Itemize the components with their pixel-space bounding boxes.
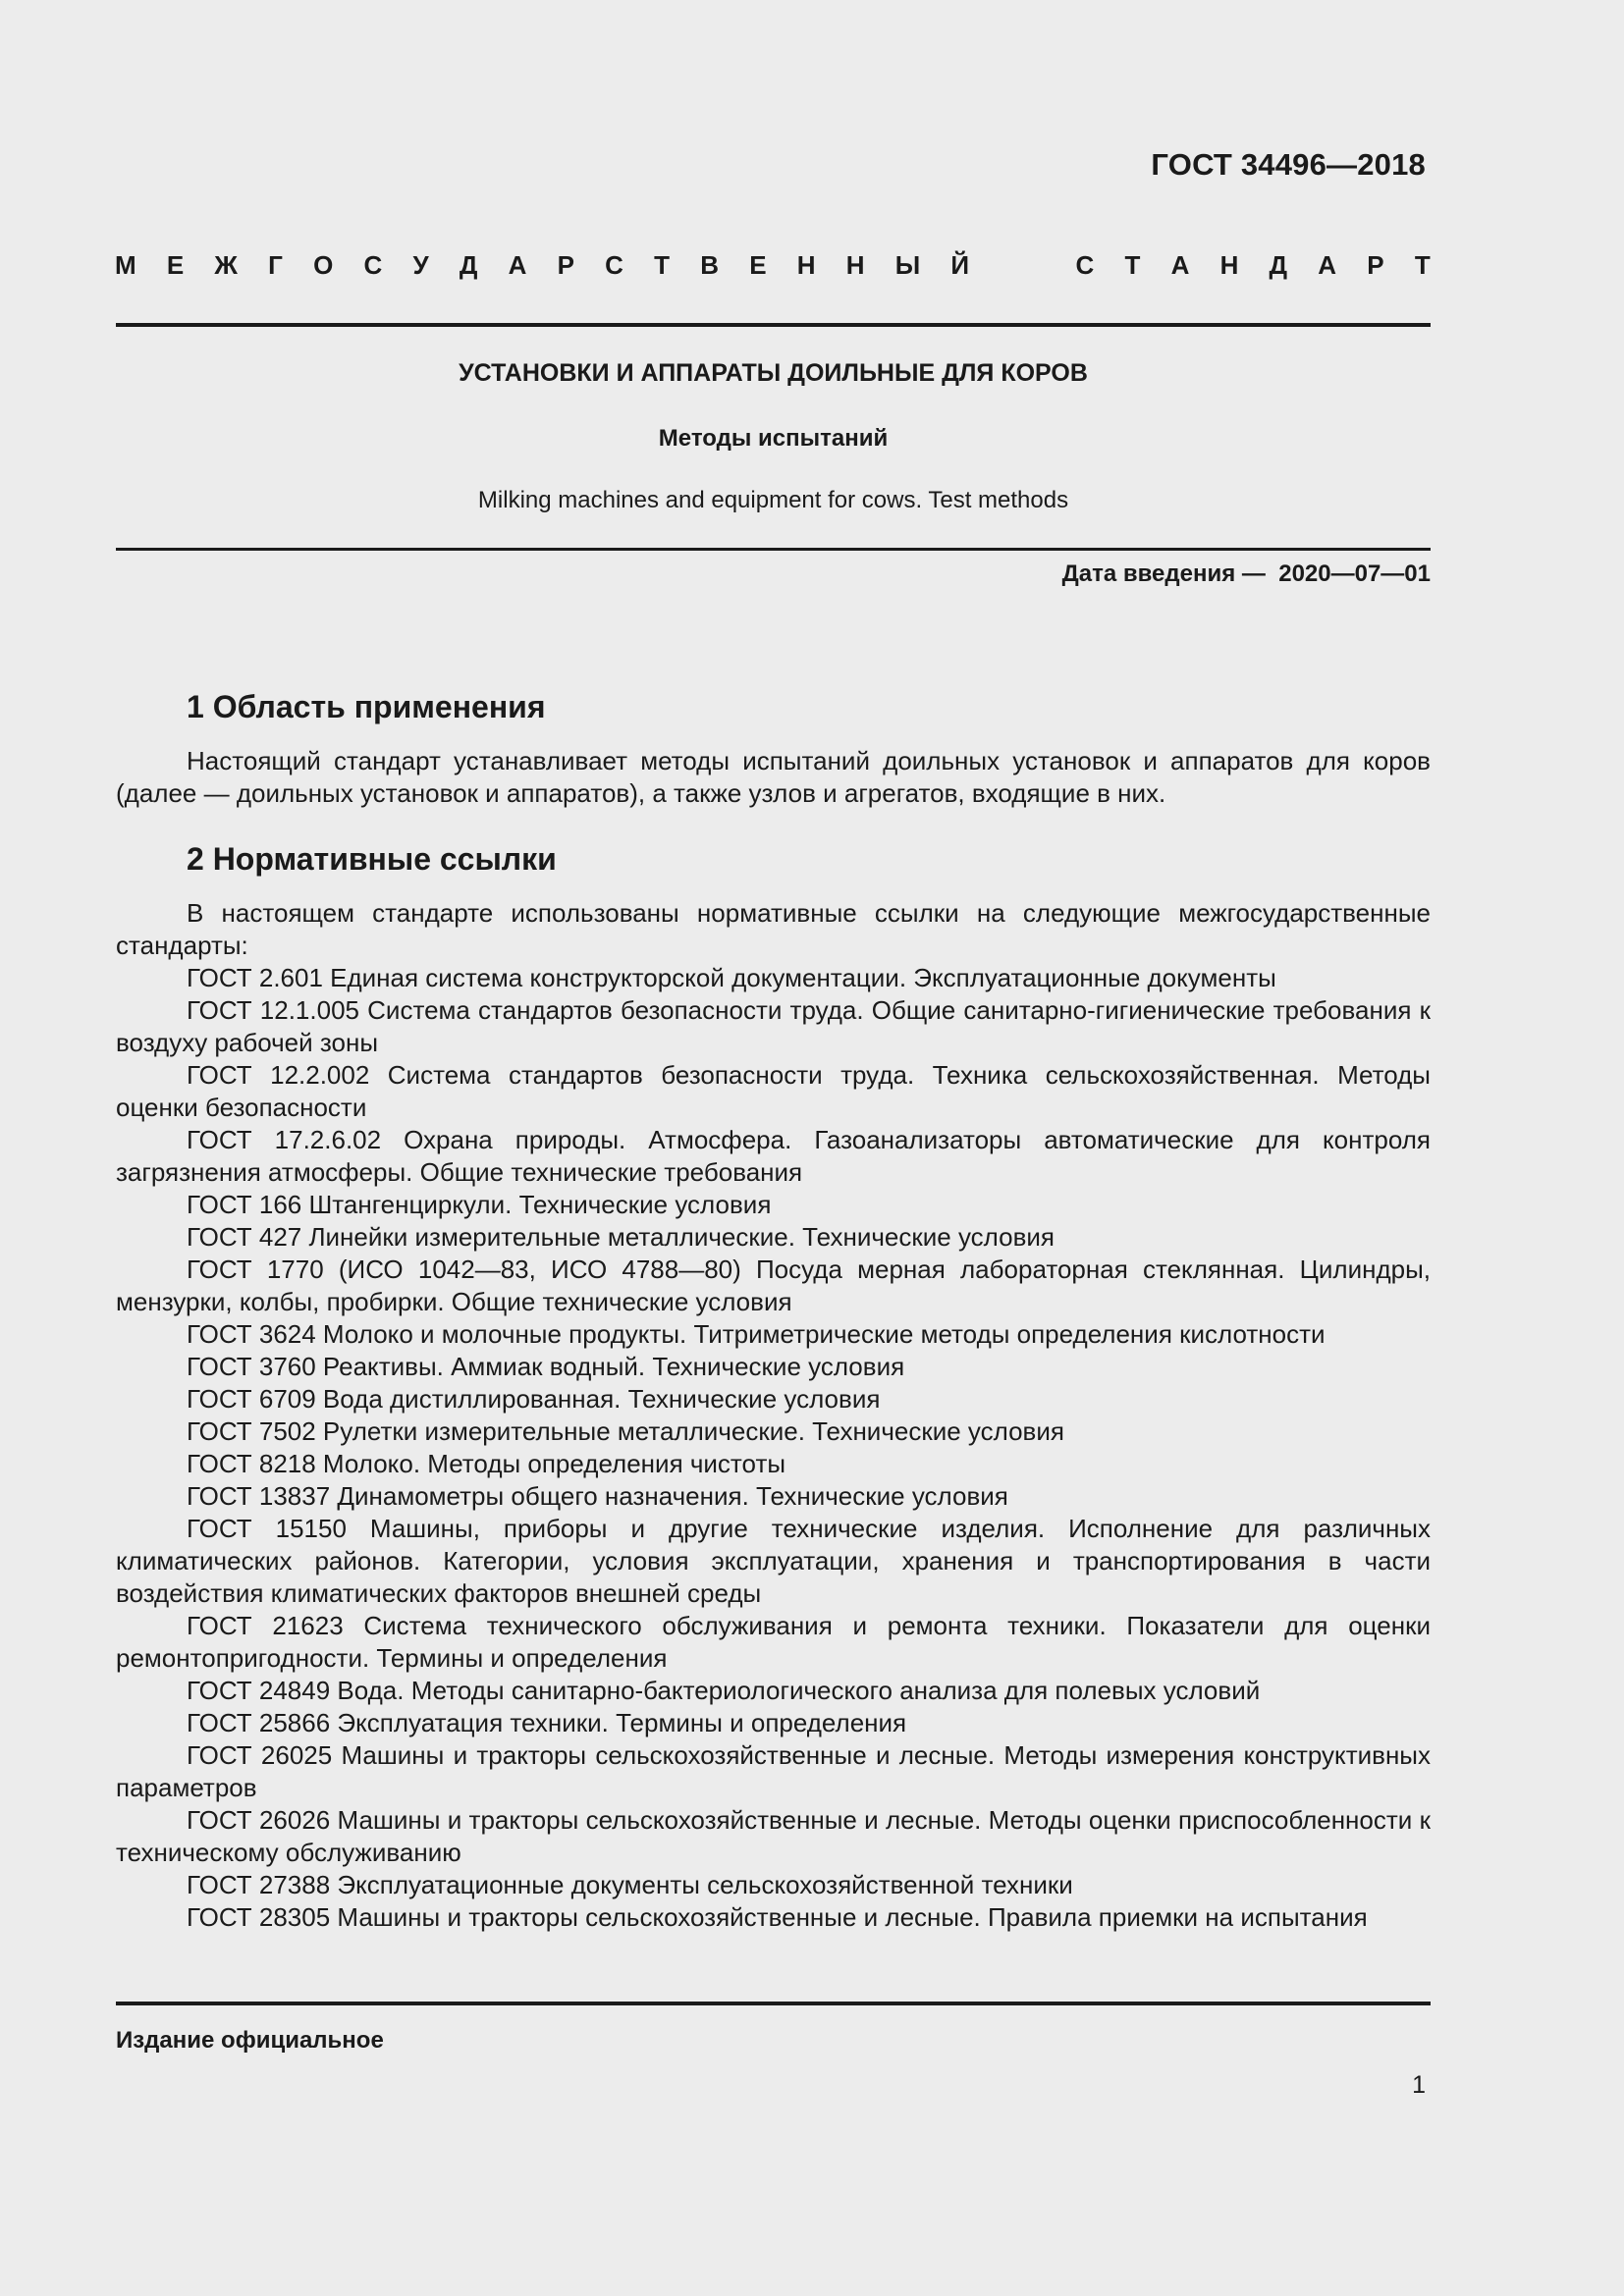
banner-letter: Н bbox=[1219, 250, 1239, 280]
document-subtitle: Методы испытаний bbox=[658, 425, 889, 452]
reference-item: ГОСТ 12.1.005 Система стандартов безопасности труда. Общие санитарно-гигиенические требования к воздуху рабочей зоны bbox=[116, 995, 1431, 1057]
banner-letter: Е bbox=[749, 250, 767, 280]
banner-letter: Т bbox=[1414, 250, 1431, 280]
reference-item: ГОСТ 427 Линейки измерительные металлические. Технические условия bbox=[187, 1222, 1055, 1252]
banner-letter: О bbox=[313, 250, 334, 280]
banner-letter: Д bbox=[1269, 250, 1288, 280]
banner-letter: С bbox=[363, 250, 383, 280]
banner-letter: У bbox=[412, 250, 429, 280]
section-1-paragraph: Настоящий стандарт устанавливает методы испытаний доильных установок и аппаратов для коров (далее — доильных установок и аппаратов), а также узлов и агрегатов, входящие в них. bbox=[116, 746, 1431, 808]
banner-letter: А bbox=[508, 250, 527, 280]
reference-item: ГОСТ 7502 Рулетки измерительные металлические. Технические условия bbox=[187, 1416, 1064, 1446]
reference-item: ГОСТ 27388 Эксплуатационные документы сельскохозяйственной техники bbox=[187, 1870, 1073, 1899]
banner-letter: Р bbox=[1367, 250, 1384, 280]
document-body bbox=[116, 687, 1431, 1934]
banner-letter: Д bbox=[459, 250, 478, 280]
reference-item: ГОСТ 6709 Вода дистиллированная. Технические условия bbox=[187, 1384, 881, 1414]
reference-item: ГОСТ 15150 Машины, приборы и другие технические изделия. Исполнение для различных климатических районов. Категории, условия эксплуатации, хранения и транспортирования в части воздействия климатических факторов внешней среды bbox=[116, 1514, 1431, 1608]
banner-letter: Й bbox=[950, 250, 970, 280]
reference-item: ГОСТ 12.2.002 Система стандартов безопасности труда. Техника сельскохозяйственная. Методы оценки безопасности bbox=[116, 1060, 1431, 1122]
section-2-intro: В настоящем стандарте использованы нормативные ссылки на следующие межгосударственные стандарты: bbox=[116, 898, 1431, 960]
standard-type-banner bbox=[115, 250, 1431, 281]
footer-divider bbox=[116, 2002, 1431, 2005]
reference-item: ГОСТ 24849 Вода. Методы санитарно-бактериологического анализа для полевых условий bbox=[187, 1676, 1261, 1705]
reference-item: ГОСТ 3624 Молоко и молочные продукты. Титриметрические методы определения кислотности bbox=[187, 1319, 1326, 1349]
banner-letter: Н bbox=[845, 250, 865, 280]
banner-letter: Т bbox=[654, 250, 671, 280]
document-title-english: Milking machines and equipment for cows. Test methods bbox=[477, 487, 1069, 513]
reference-item: ГОСТ 21623 Система технического обслуживания и ремонта техники. Показатели для оценки ремонтопригодности. Термины и определения bbox=[116, 1611, 1431, 1673]
reference-item: ГОСТ 13837 Динамометры общего назначения. Технические условия bbox=[187, 1481, 1008, 1511]
banner-letter: В bbox=[700, 250, 720, 280]
reference-item: ГОСТ 166 Штангенциркули. Технические условия bbox=[187, 1190, 772, 1219]
gost-number: ГОСТ 34496—2018 bbox=[1151, 147, 1426, 182]
banner-letter: Р bbox=[557, 250, 574, 280]
title-divider bbox=[116, 548, 1431, 551]
header-divider bbox=[116, 323, 1431, 327]
reference-item: ГОСТ 3760 Реактивы. Аммиак водный. Технические условия bbox=[187, 1352, 905, 1381]
banner-letter: Ы bbox=[894, 250, 921, 280]
banner-letter: Т bbox=[1124, 250, 1141, 280]
banner-letter: Г bbox=[268, 250, 283, 280]
banner-letter: С bbox=[1075, 250, 1095, 280]
page-number: 1 bbox=[1412, 2071, 1426, 2099]
document-title: УСТАНОВКИ И АППАРАТЫ ДОИЛЬНЫЕ ДЛЯ КОРОВ bbox=[459, 359, 1088, 387]
banner-letter: Е bbox=[166, 250, 185, 280]
reference-item: ГОСТ 17.2.6.02 Охрана природы. Атмосфера. Газоанализаторы автоматические для контроля загрязнения атмосферы. Общие технические требования bbox=[116, 1125, 1431, 1187]
reference-item: ГОСТ 25866 Эксплуатация техники. Термины и определения bbox=[187, 1708, 907, 1737]
reference-item: ГОСТ 26025 Машины и тракторы сельскохозяйственные и лесные. Методы измерения конструктивных параметров bbox=[116, 1740, 1431, 1802]
reference-item: ГОСТ 8218 Молоко. Методы определения чистоты bbox=[187, 1449, 786, 1478]
banner-letter: М bbox=[115, 250, 136, 280]
banner-letter: А bbox=[1318, 250, 1337, 280]
section-1-heading: 1 Область применения bbox=[187, 689, 546, 724]
reference-item: ГОСТ 28305 Машины и тракторы сельскохозяйственные и лесные. Правила приемки на испытания bbox=[187, 1902, 1368, 1932]
reference-item: ГОСТ 2.601 Единая система конструкторской документации. Эксплуатационные документы bbox=[187, 963, 1276, 992]
banner-letter: Ж bbox=[214, 250, 238, 280]
banner-letter: С bbox=[605, 250, 623, 280]
normative-references-list bbox=[116, 962, 1431, 1934]
reference-item: ГОСТ 1770 (ИСО 1042—83, ИСО 4788—80) Посуда мерная лабораторная стеклянная. Цилиндры, мензурки, колбы, пробирки. Общие технические условия bbox=[116, 1255, 1431, 1316]
introduction-date: Дата введения — 2020—07—01 bbox=[1061, 561, 1431, 587]
banner-letter: А bbox=[1170, 250, 1190, 280]
official-edition-label: Издание официальное bbox=[116, 2027, 384, 2054]
banner-letter: Н bbox=[796, 250, 816, 280]
section-2-heading: 2 Нормативные ссылки bbox=[187, 841, 557, 877]
reference-item: ГОСТ 26026 Машины и тракторы сельскохозяйственные и лесные. Методы оценки приспособленности к техническому обслуживанию bbox=[116, 1805, 1431, 1867]
